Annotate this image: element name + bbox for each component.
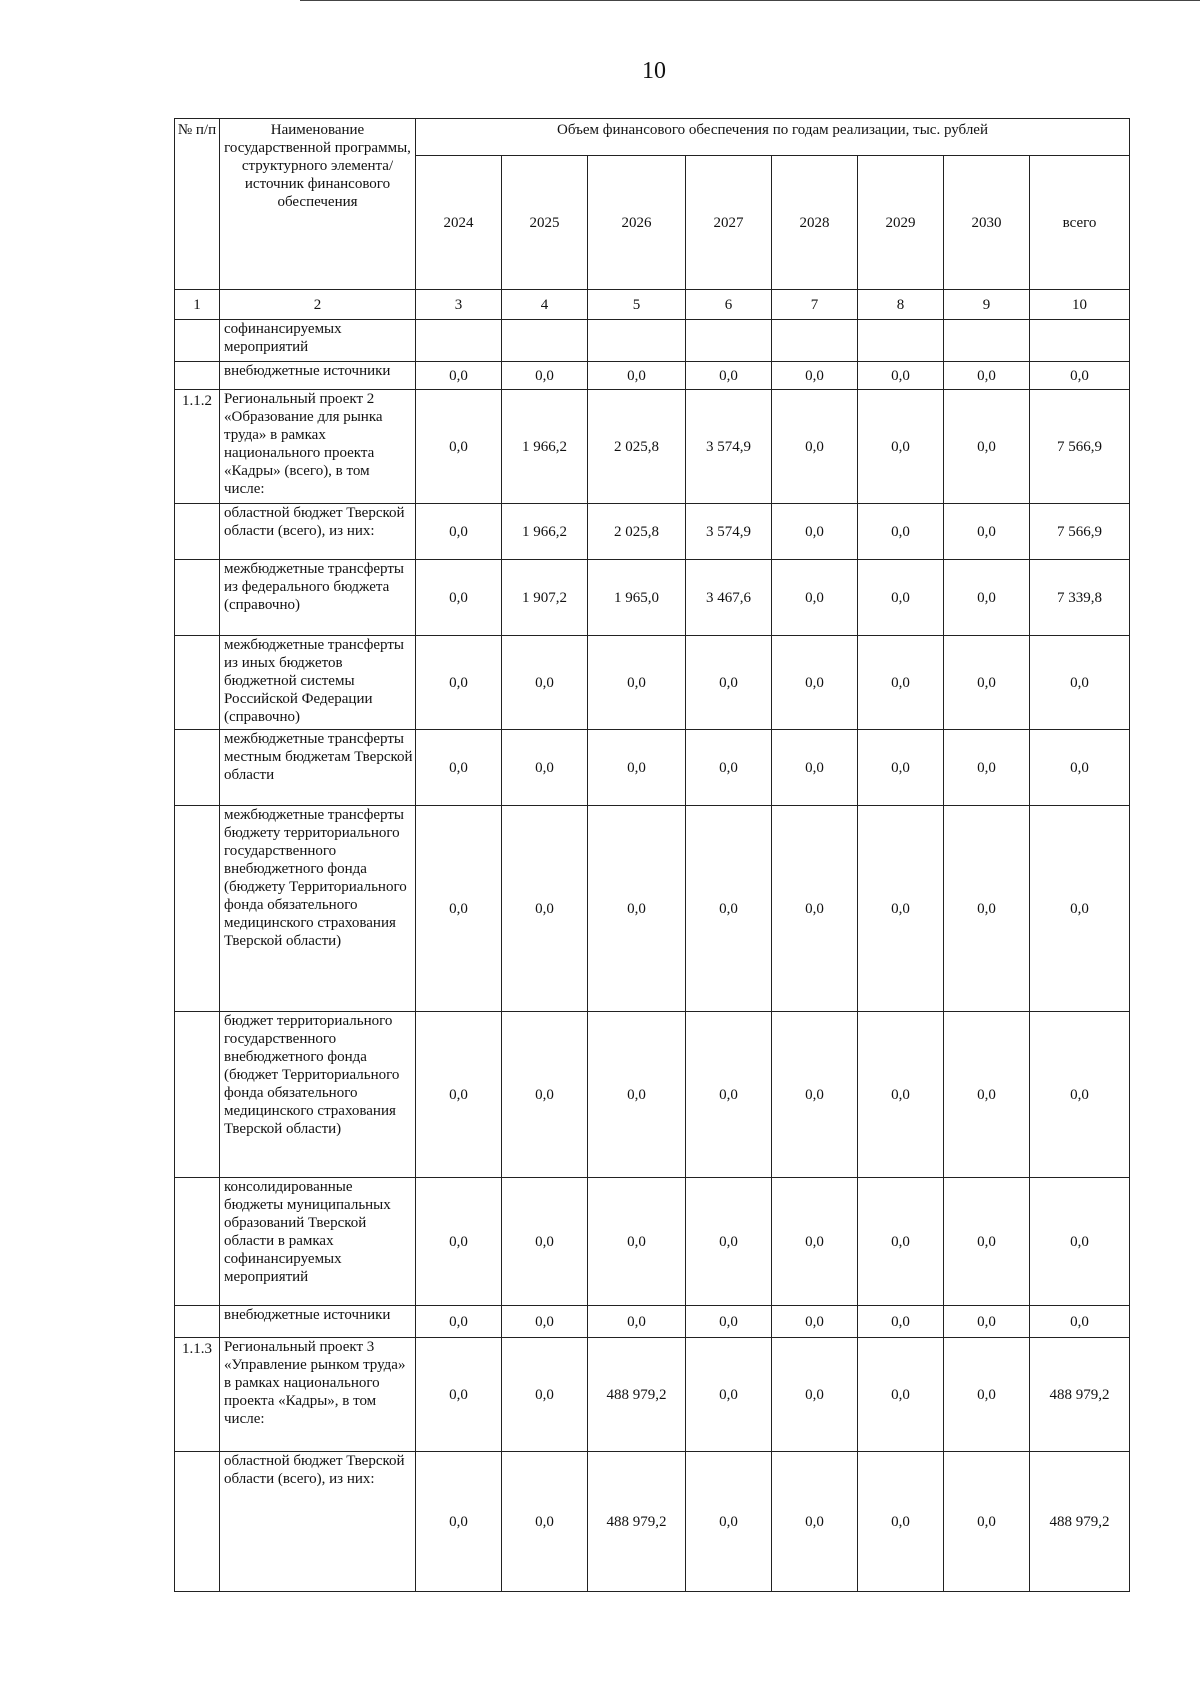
- row-name: областной бюджет Тверской области (всего), из них:: [220, 504, 416, 560]
- value-cell: 0,0: [588, 806, 686, 1012]
- value-cell: 1 966,2: [502, 504, 588, 560]
- value-cell: 3 574,9: [686, 504, 772, 560]
- value-cell: 0,0: [686, 730, 772, 806]
- value-cell: [588, 320, 686, 362]
- value-cell: 0,0: [858, 504, 944, 560]
- value-cell: 7 566,9: [1030, 390, 1130, 504]
- value-cell: 0,0: [858, 730, 944, 806]
- value-cell: 0,0: [858, 560, 944, 636]
- value-cell: 488 979,2: [1030, 1452, 1130, 1592]
- value-cell: 0,0: [416, 806, 502, 1012]
- value-cell: 0,0: [686, 1452, 772, 1592]
- value-cell: 0,0: [686, 1338, 772, 1452]
- row-number: [175, 1012, 220, 1178]
- header-col-number-1: 2: [220, 290, 416, 320]
- value-cell: 1 907,2: [502, 560, 588, 636]
- value-cell: 0,0: [944, 636, 1030, 730]
- header-col-number-9: 10: [1030, 290, 1130, 320]
- header-col-name: Наименование государственной программы, структурного элемента/источник финансового обеспечения: [220, 119, 416, 290]
- header-year-0: 2024: [416, 156, 502, 290]
- row-number: [175, 560, 220, 636]
- header-col-number-3: 4: [502, 290, 588, 320]
- value-cell: 0,0: [686, 1178, 772, 1306]
- row-name: областной бюджет Тверской области (всего), из них:: [220, 1452, 416, 1592]
- value-cell: 488 979,2: [588, 1452, 686, 1592]
- value-cell: 0,0: [772, 560, 858, 636]
- value-cell: 0,0: [944, 1338, 1030, 1452]
- row-name: Региональный проект 2 «Образование для рынка труда» в рамках национального проекта «Кадры» (всего), в том числе:: [220, 390, 416, 504]
- header-year-1: 2025: [502, 156, 588, 290]
- value-cell: 0,0: [686, 806, 772, 1012]
- value-cell: 2 025,8: [588, 504, 686, 560]
- row-name: межбюджетные трансферты из федерального бюджета (справочно): [220, 560, 416, 636]
- page-number: 10: [642, 58, 666, 84]
- value-cell: 1 966,2: [502, 390, 588, 504]
- value-cell: 0,0: [588, 730, 686, 806]
- row-name: межбюджетные трансферты из иных бюджетов бюджетной системы Российской Федерации (справочно): [220, 636, 416, 730]
- header-year-4: 2028: [772, 156, 858, 290]
- row-number: [175, 1178, 220, 1306]
- row-name: межбюджетные трансферты местным бюджетам Тверской области: [220, 730, 416, 806]
- value-cell: 0,0: [588, 362, 686, 390]
- value-cell: [944, 320, 1030, 362]
- value-cell: [858, 320, 944, 362]
- value-cell: 0,0: [686, 636, 772, 730]
- value-cell: 2 025,8: [588, 390, 686, 504]
- value-cell: 0,0: [772, 1338, 858, 1452]
- row-number: 1.1.3: [175, 1338, 220, 1452]
- value-cell: 3 467,6: [686, 560, 772, 636]
- value-cell: 488 979,2: [588, 1338, 686, 1452]
- header-col-number-6: 7: [772, 290, 858, 320]
- value-cell: 0,0: [944, 806, 1030, 1012]
- row-name: Региональный проект 3 «Управление рынком труда» в рамках национального проекта «Кадры», в том числе:: [220, 1338, 416, 1452]
- table-row: [175, 636, 1130, 730]
- value-cell: 0,0: [1030, 806, 1130, 1012]
- value-cell: 0,0: [416, 1306, 502, 1338]
- value-cell: 0,0: [502, 730, 588, 806]
- value-cell: 0,0: [944, 1012, 1030, 1178]
- value-cell: 0,0: [772, 1306, 858, 1338]
- value-cell: 0,0: [858, 636, 944, 730]
- value-cell: 0,0: [944, 1452, 1030, 1592]
- value-cell: [416, 320, 502, 362]
- header-year-6: 2030: [944, 156, 1030, 290]
- table-row: [175, 1452, 1130, 1592]
- value-cell: 0,0: [1030, 1012, 1130, 1178]
- value-cell: 0,0: [858, 1012, 944, 1178]
- row-name: софинансируемых мероприятий: [220, 320, 416, 362]
- value-cell: 0,0: [772, 1178, 858, 1306]
- value-cell: 0,0: [772, 504, 858, 560]
- value-cell: 488 979,2: [1030, 1338, 1130, 1452]
- value-cell: 0,0: [1030, 730, 1130, 806]
- value-cell: 0,0: [772, 730, 858, 806]
- table-row: [175, 390, 1130, 504]
- row-number: 1.1.2: [175, 390, 220, 504]
- value-cell: 0,0: [858, 1452, 944, 1592]
- value-cell: 0,0: [416, 1452, 502, 1592]
- value-cell: 0,0: [416, 362, 502, 390]
- value-cell: 0,0: [416, 504, 502, 560]
- row-number: [175, 320, 220, 362]
- header-col-number-4: 5: [588, 290, 686, 320]
- value-cell: 0,0: [944, 730, 1030, 806]
- value-cell: 0,0: [944, 560, 1030, 636]
- value-cell: 0,0: [686, 362, 772, 390]
- value-cell: [502, 320, 588, 362]
- value-cell: 0,0: [416, 636, 502, 730]
- value-cell: 0,0: [588, 1012, 686, 1178]
- table-row: [175, 560, 1130, 636]
- value-cell: 0,0: [502, 1012, 588, 1178]
- value-cell: 0,0: [858, 806, 944, 1012]
- header-col-number-5: 6: [686, 290, 772, 320]
- table-row: [175, 320, 1130, 362]
- value-cell: 0,0: [588, 636, 686, 730]
- value-cell: 0,0: [858, 362, 944, 390]
- value-cell: 0,0: [416, 1178, 502, 1306]
- value-cell: 0,0: [858, 1338, 944, 1452]
- value-cell: 0,0: [416, 1338, 502, 1452]
- value-cell: 0,0: [772, 1012, 858, 1178]
- header-col-number-0: 1: [175, 290, 220, 320]
- value-cell: [686, 320, 772, 362]
- table-row: [175, 806, 1130, 1012]
- table-row: [175, 362, 1130, 390]
- value-cell: 0,0: [1030, 636, 1130, 730]
- table-row: [175, 504, 1130, 560]
- value-cell: 7 566,9: [1030, 504, 1130, 560]
- table-row: [175, 1306, 1130, 1338]
- row-name: межбюджетные трансферты бюджету территориального государственного внебюджетного фонда (бюджету Территориального фонда обязательного медицинского страхования Тверской области): [220, 806, 416, 1012]
- value-cell: 7 339,8: [1030, 560, 1130, 636]
- header-col-number-2: 3: [416, 290, 502, 320]
- value-cell: 0,0: [502, 636, 588, 730]
- row-number: [175, 1306, 220, 1338]
- value-cell: 0,0: [588, 1178, 686, 1306]
- header-col-number-7: 8: [858, 290, 944, 320]
- row-number: [175, 806, 220, 1012]
- value-cell: 0,0: [858, 1178, 944, 1306]
- value-cell: 0,0: [416, 1012, 502, 1178]
- header-year-2: 2026: [588, 156, 686, 290]
- value-cell: 0,0: [1030, 362, 1130, 390]
- value-cell: 0,0: [772, 362, 858, 390]
- value-cell: 0,0: [416, 730, 502, 806]
- header-col-number-8: 9: [944, 290, 1030, 320]
- value-cell: 0,0: [588, 1306, 686, 1338]
- table-row: [175, 730, 1130, 806]
- row-name: бюджет территориального государственного внебюджетного фонда (бюджет Территориального фонда обязательного медицинского страхования Тверской области): [220, 1012, 416, 1178]
- value-cell: 0,0: [944, 504, 1030, 560]
- header-col-span: Объем финансового обеспечения по годам реализации, тыс. рублей: [416, 119, 1130, 156]
- value-cell: 1 965,0: [588, 560, 686, 636]
- value-cell: 0,0: [858, 1306, 944, 1338]
- value-cell: 3 574,9: [686, 390, 772, 504]
- value-cell: 0,0: [502, 1452, 588, 1592]
- header-year-3: 2027: [686, 156, 772, 290]
- value-cell: 0,0: [944, 1306, 1030, 1338]
- value-cell: 0,0: [944, 362, 1030, 390]
- table-row: [175, 1338, 1130, 1452]
- row-number: [175, 362, 220, 390]
- row-number: [175, 504, 220, 560]
- value-cell: 0,0: [858, 390, 944, 504]
- value-cell: 0,0: [772, 390, 858, 504]
- header-col-no: № п/п: [175, 119, 220, 290]
- value-cell: 0,0: [944, 1178, 1030, 1306]
- value-cell: 0,0: [502, 1338, 588, 1452]
- header-year-5: 2029: [858, 156, 944, 290]
- value-cell: [1030, 320, 1130, 362]
- row-name: внебюджетные источники: [220, 362, 416, 390]
- value-cell: 0,0: [416, 560, 502, 636]
- value-cell: 0,0: [416, 390, 502, 504]
- value-cell: 0,0: [502, 1306, 588, 1338]
- value-cell: 0,0: [502, 806, 588, 1012]
- row-name: внебюджетные источники: [220, 1306, 416, 1338]
- table-row: [175, 1178, 1130, 1306]
- row-number: [175, 636, 220, 730]
- value-cell: 0,0: [772, 636, 858, 730]
- value-cell: 0,0: [686, 1306, 772, 1338]
- value-cell: 0,0: [1030, 1178, 1130, 1306]
- row-number: [175, 1452, 220, 1592]
- value-cell: 0,0: [502, 1178, 588, 1306]
- value-cell: 0,0: [502, 362, 588, 390]
- table-row: [175, 1012, 1130, 1178]
- value-cell: [772, 320, 858, 362]
- value-cell: 0,0: [1030, 1306, 1130, 1338]
- value-cell: 0,0: [772, 1452, 858, 1592]
- financing-table: [174, 118, 1130, 1592]
- header-year-7: всего: [1030, 156, 1130, 290]
- row-name: консолидированные бюджеты муниципальных образований Тверской области в рамках софинансируемых мероприятий: [220, 1178, 416, 1306]
- scan-top-edge-line: [300, 0, 1200, 1]
- value-cell: 0,0: [944, 390, 1030, 504]
- value-cell: 0,0: [772, 806, 858, 1012]
- row-number: [175, 730, 220, 806]
- value-cell: 0,0: [686, 1012, 772, 1178]
